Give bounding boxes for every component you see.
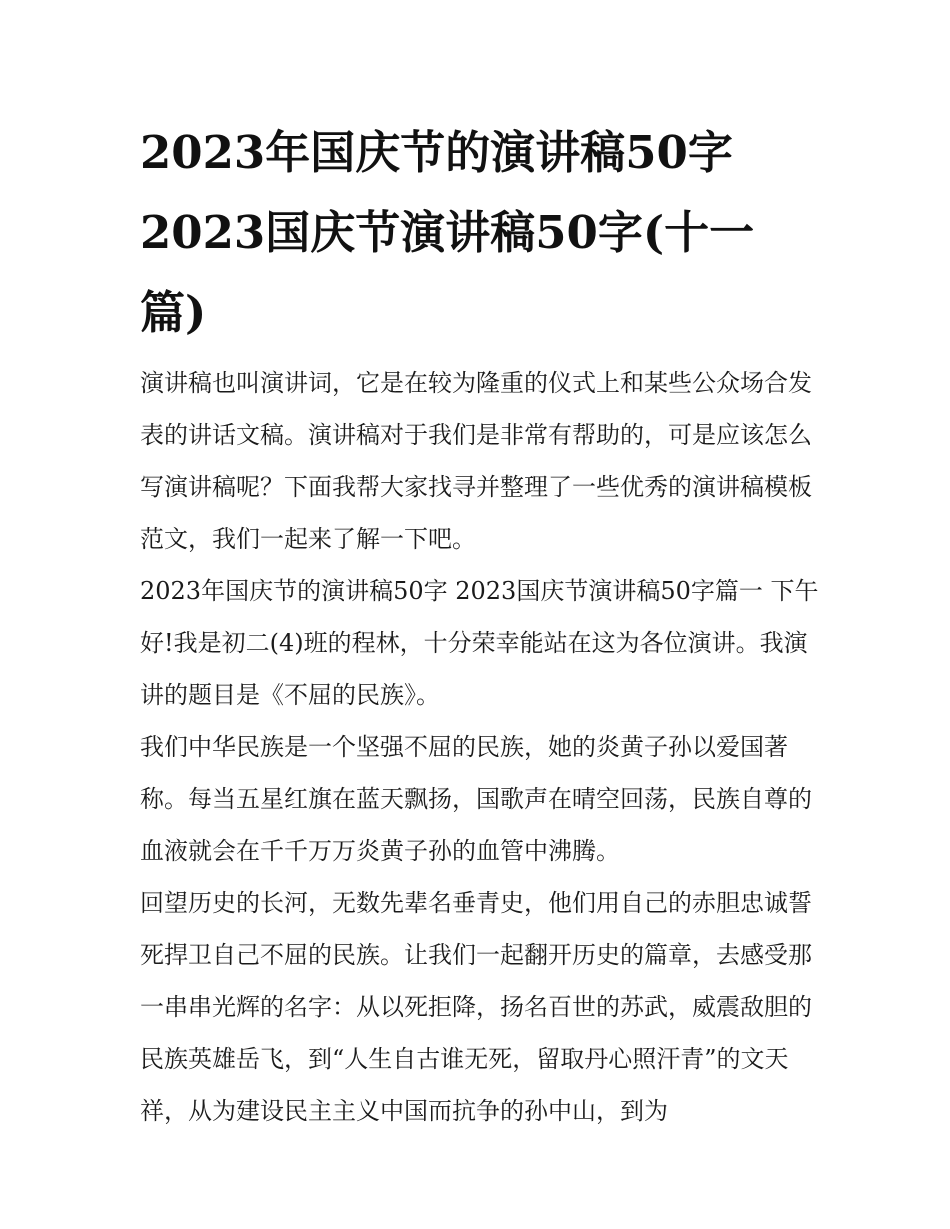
paragraph-intro: 演讲稿也叫演讲词，它是在较为隆重的仪式上和某些公众场合发表的讲话文稿。演讲稿对于我们是非常有帮助的，可是应该怎么写演讲稿呢？下面我帮大家找寻并整理了一些优秀的演讲稿模板范文，我们一起来了解一下吧。: [140, 369, 812, 553]
document-title: 2023年国庆节的演讲稿50字 2023国庆节演讲稿50字(十一篇): [140, 126, 755, 339]
paragraph-nation: 我们中华民族是一个坚强不屈的民族，她的炎黄子孙以爱国著称。每当五星红旗在蓝天飘扬，国歌声在晴空回荡，民族自尊的血液就会在千千万万炎黄子孙的血管中沸腾。: [140, 733, 812, 865]
paragraph-history: 回望历史的长河，无数先辈名垂青史，他们用自己的赤胆忠诚誓死捍卫自己不屈的民族。让我们一起翻开历史的篇章，去感受那一串串光辉的名字：从以死拒降，扬名百世的苏武，威震敌胆的民族英雄岳飞，到“人生自古谁无死，留取丹心照汗青”的文天祥，从为建设民主主义中国而抗争的孙中山，到为: [140, 889, 812, 1125]
paragraph-speech-opening: 2023年国庆节的演讲稿50字 2023国庆节演讲稿50字篇一 下午好!我是初二(4)班的程林，十分荣幸能站在这为各位演讲。我演讲的题目是《不屈的民族》。: [140, 577, 819, 709]
document-body: [140, 357, 820, 1137]
